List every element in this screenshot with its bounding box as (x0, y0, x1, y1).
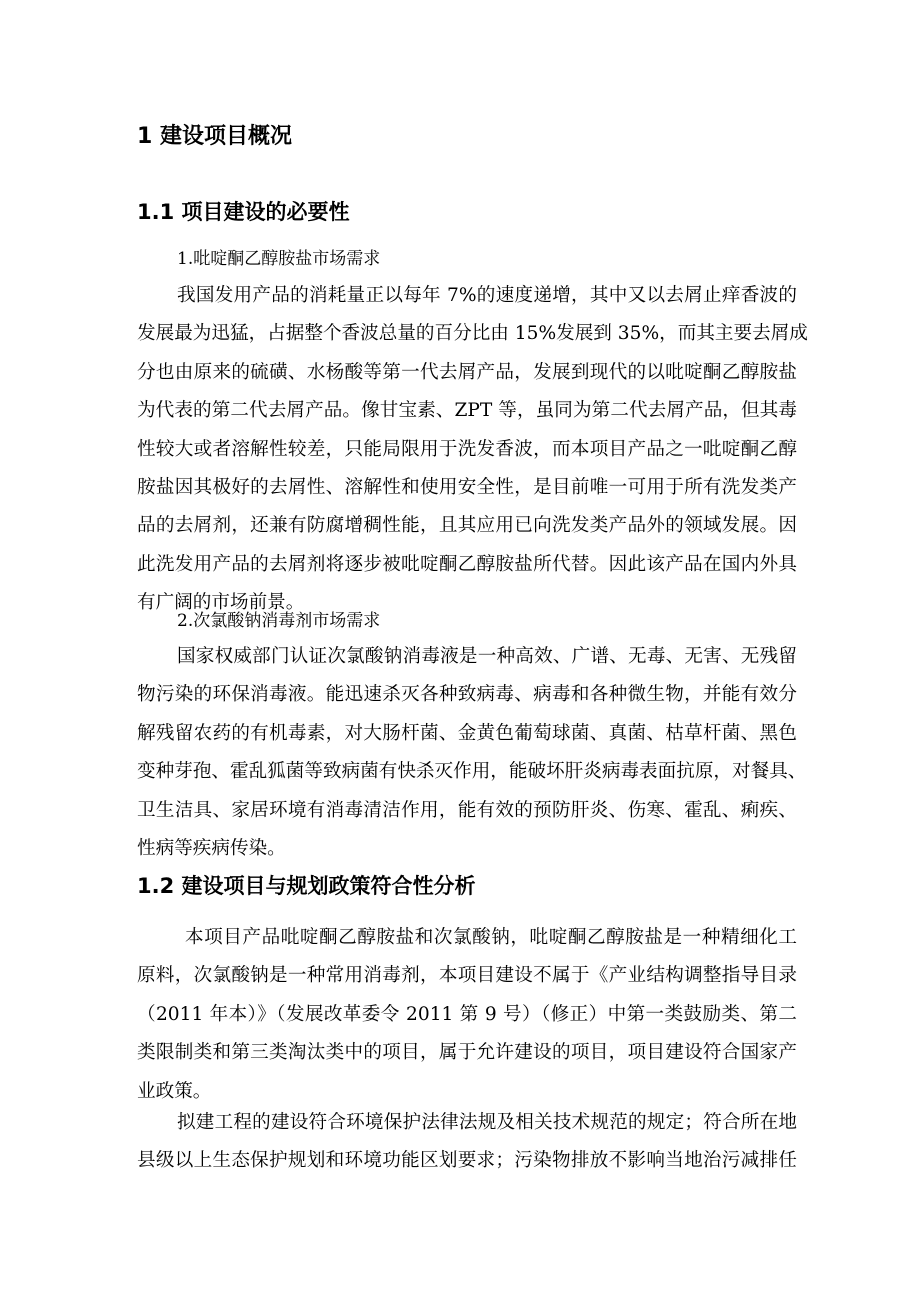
text-line: 此洗发用产品的去屑剂将逐步被吡啶酮乙醇胺盐所代替。因此该产品在国内外具 (137, 553, 797, 575)
text-line: 物污染的环保消毒液。能迅速杀灭各种致病毒、病毒和各种微生物，并能有效分 (137, 684, 797, 706)
text-line: 发展最为迅猛，占据整个香波总量的百分比由 15%发展到 35%，而其主要去屑成 (137, 323, 808, 345)
chapter-heading: 1 建设项目概况 (137, 124, 292, 149)
paragraph-environment-compliance (137, 1104, 797, 1181)
text-line: 拟建工程的建设符合环境保护法律法规及相关技术规范的规定；符合所在地 (177, 1112, 797, 1133)
text-line: 卫生洁具、家居环境有消毒清洁作用，能有效的预防肝炎、伤寒、霍乱、痢疾、 (137, 799, 797, 821)
text-line: 我国发用产品的消耗量正以每年 7%的速度递增，其中又以去屑止痒香波的 (177, 285, 797, 306)
text-line: 类限制类和第三类淘汰类中的项目，属于允许建设的项目，项目建设符合国家产 (137, 1042, 797, 1064)
paragraph-policy-compliance (137, 919, 797, 1111)
text-line: 胺盐因其极好的去屑性、溶解性和使用安全性，是目前唯一可用于所有洗发类产 (137, 476, 797, 498)
text-line: 本项目产品吡啶酮乙醇胺盐和次氯酸钠，吡啶酮乙醇胺盐是一种精细化工 (185, 927, 797, 948)
text-line: 性病等疾病传染。 (137, 837, 286, 859)
text-line: 有广阔的市场前景。 (137, 592, 305, 614)
section-1-2-title: 1.2 建设项目与规划政策符合性分析 (137, 874, 476, 898)
paragraph-hypochlorite-market (137, 638, 807, 868)
text-line: 为代表的第二代去屑产品。像甘宝素、ZPT 等，虽同为第二代去屑产品，但其毒 (137, 400, 797, 422)
text-line: 解残留农药的有机毒素，对大肠杆菌、金黄色葡萄球菌、真菌、枯草杆菌、黑色 (137, 722, 797, 744)
subsection-1-title: 1.吡啶酮乙醇胺盐市场需求 (177, 249, 381, 269)
section-1-1-title: 1.1 项目建设的必要性 (137, 200, 350, 224)
text-line: 县级以上生态保护规划和环境功能区划要求；污染物排放不影响当地治污减排任 (137, 1150, 797, 1172)
text-line: 品的去屑剂，还兼有防腐增稠性能，且其应用已向洗发类产品外的领域发展。因 (137, 515, 797, 537)
text-line: 国家权威部门认证次氯酸钠消毒液是一种高效、广谱、无毒、无害、无残留 (177, 646, 797, 667)
subsection-2-title: 2.次氯酸钠消毒剂市场需求 (177, 611, 381, 631)
text-line: （2011 年本）》（发展改革委令 2011 第 9 号）（修正）中第一类鼓励类、第二 (137, 1003, 797, 1025)
text-line: 性较大或者溶解性较差，只能局限用于洗发香波，而本项目产品之一吡啶酮乙醇 (137, 438, 797, 460)
paragraph-pyridone-market (137, 277, 808, 623)
text-line: 分也由原来的硫磺、水杨酸等第一代去屑产品，发展到现代的以吡啶酮乙醇胺盐 (137, 361, 797, 383)
text-line: 原料，次氯酸钠是一种常用消毒剂，本项目建设不属于《产业结构调整指导目录 (137, 965, 797, 987)
text-line: 业政策。 (137, 1080, 212, 1102)
text-line: 变种芽孢、霍乱狐菌等致病菌有快杀灭作用，能破坏肝炎病毒表面抗原，对餐具、 (137, 761, 807, 783)
